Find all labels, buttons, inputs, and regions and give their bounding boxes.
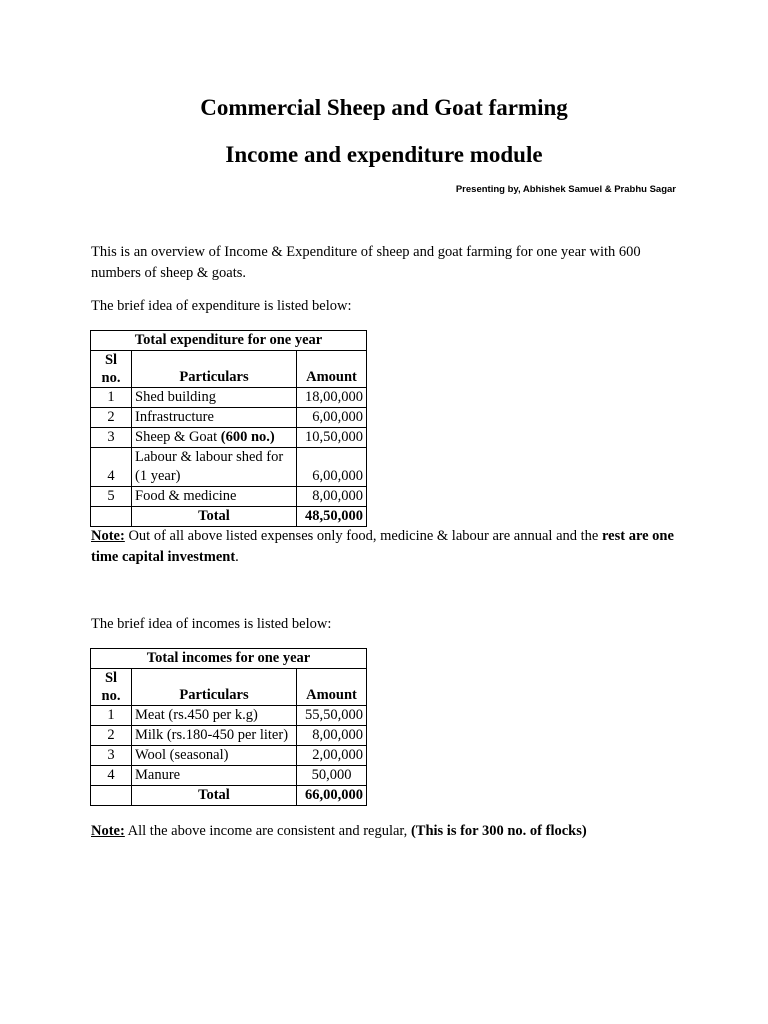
row-amount: 10,50,000 — [297, 428, 367, 448]
note-label: Note: — [91, 823, 125, 839]
document-subtitle: Income and expenditure module — [225, 142, 543, 167]
row-sl: 4 — [91, 448, 132, 487]
row-amount: 55,50,000 — [297, 706, 367, 726]
expenditure-note — [91, 526, 691, 568]
total-amount-value: 48,50,000 — [305, 508, 363, 524]
row-amount: 6,00,000 — [297, 408, 367, 428]
note-text: Out of all above listed expenses only food, medicine & labour are annual and the — [124, 528, 602, 544]
table-row — [91, 408, 367, 428]
note-label: Note: — [91, 528, 125, 544]
row-particular: Food & medicine — [132, 487, 297, 507]
row-particular: Labour & labour shed for (1 year) — [132, 448, 297, 487]
expenditure-lead: The brief idea of expenditure is listed below: — [91, 298, 352, 314]
row-amount: 50,000 — [297, 766, 367, 786]
row-particular: Milk (rs.180-450 per liter) — [132, 726, 297, 746]
row-particular: Wool (seasonal) — [132, 746, 297, 766]
table-row — [91, 726, 367, 746]
total-label: Total — [132, 507, 297, 527]
table-total-row — [91, 786, 367, 806]
table-header-row — [91, 669, 367, 706]
row-sl: 3 — [91, 428, 132, 448]
table-row — [91, 388, 367, 408]
table-row — [91, 746, 367, 766]
row-amount: 2,00,000 — [297, 746, 367, 766]
row-particular: Meat (rs.450 per k.g) — [132, 706, 297, 726]
document-title: Commercial Sheep and Goat farming — [200, 95, 568, 120]
table-row — [91, 706, 367, 726]
row-sl: 5 — [91, 487, 132, 507]
row-sl: 2 — [91, 408, 132, 428]
row-amount: 18,00,000 — [297, 388, 367, 408]
header-sl: Sl no. — [91, 351, 132, 388]
row-particular — [132, 428, 297, 448]
presenter-credit: Presenting by, Abhishek Samuel & Prabhu Sagar — [455, 184, 676, 195]
note-end: . — [235, 549, 239, 565]
intro-paragraph: This is an overview of Income & Expenditure of sheep and goat farming for one year with 600 numbers of sheep & goats. — [91, 244, 641, 281]
note-text: All the above income are consistent and regular, — [124, 823, 411, 839]
total-amount — [297, 786, 367, 806]
header-particulars: Particulars — [132, 669, 297, 706]
row-amount: 8,00,000 — [297, 487, 367, 507]
row-particular-text: Sheep & Goat — [135, 429, 221, 445]
row-particular: Shed building — [132, 388, 297, 408]
table-row — [91, 487, 367, 507]
income-table — [90, 648, 367, 806]
expenditure-caption: Total expenditure for one year — [91, 331, 367, 351]
total-amount — [297, 507, 367, 527]
total-label: Total — [132, 786, 297, 806]
row-sl: 1 — [91, 388, 132, 408]
header-amount: Amount — [297, 351, 367, 388]
row-amount: 6,00,000 — [297, 448, 367, 487]
income-caption: Total incomes for one year — [91, 649, 367, 669]
header-sl: Sl no. — [91, 669, 132, 706]
total-empty-cell — [91, 507, 132, 527]
expenditure-table — [90, 330, 367, 527]
row-sl: 4 — [91, 766, 132, 786]
row-sl: 1 — [91, 706, 132, 726]
income-note — [91, 821, 691, 842]
table-caption-row — [91, 331, 367, 351]
header-amount: Amount — [297, 669, 367, 706]
table-header-row — [91, 351, 367, 388]
row-sl: 3 — [91, 746, 132, 766]
total-empty-cell — [91, 786, 132, 806]
total-amount-value: 66,00,000 — [305, 787, 363, 803]
row-particular: Infrastructure — [132, 408, 297, 428]
row-particular-bold: (600 no.) — [220, 429, 275, 445]
table-row — [91, 766, 367, 786]
header-particulars: Particulars — [132, 351, 297, 388]
row-particular: Manure — [132, 766, 297, 786]
note-bold-text: (This is for 300 no. of flocks) — [410, 823, 587, 839]
income-lead: The brief idea of incomes is listed below: — [91, 616, 332, 632]
table-row — [91, 448, 367, 487]
table-total-row — [91, 507, 367, 527]
row-amount: 8,00,000 — [297, 726, 367, 746]
table-row — [91, 428, 367, 448]
table-caption-row — [91, 649, 367, 669]
row-sl: 2 — [91, 726, 132, 746]
note-bold-text: rest are one time capital investment — [91, 528, 674, 565]
